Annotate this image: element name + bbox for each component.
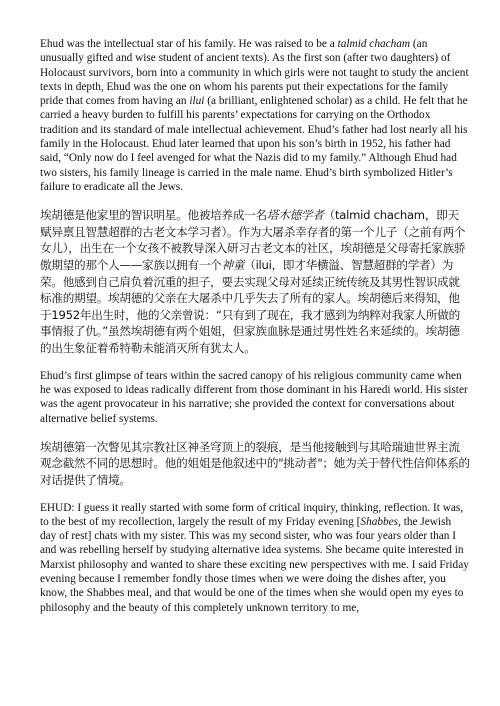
document-page: [40, 37, 470, 628]
paragraph-intro-zh: [40, 207, 470, 356]
text-run: the Jewish day of rest] chats with my sister. This was my second sister, who was four years older than I and was rebelling herself by studying alternative idea systems. She became quite interested in Marxist philosophy and wanted to share these exciting new perspectives with me. I said Friday evening because I remember fondly those times when we were doing the dishes after, you know, the Shabbes meal, and that would be one of the times when she would open my eyes to philosophy and the beauty of this completely unknown territory to me,: [40, 515, 469, 614]
paragraph-glimpse-zh: [40, 439, 470, 489]
text-run: （talmid chacham，即天赋异禀且智慧超群的古老文本学习者）。作为大屠杀幸存者的第一个儿子（之前有两个女儿），出生在一个女孩不被教导深入研习古老文本的社区，埃胡德是父母寄托家族骄傲期望的那个人——家族以拥有一个: [40, 208, 466, 273]
paragraph-interview-en: [40, 501, 470, 615]
text-run: 埃胡德第一次瞥见其宗教社区神圣穹顶上的裂痕，是当他接触到与其哈瑞迪世界主流观念截然不同的思想时。他的姐姐是他叙述中的"挑动者"；她为关于替代性信仰体系的对话提供了情境。: [40, 439, 470, 487]
italic-term: 塔木德学者: [266, 208, 324, 223]
italic-term: 神童: [221, 258, 245, 273]
text-run: Ehud’s first glimpse of tears within the sacred canopy of his religious community came when he was exposed to ideas radically different from those dominant in his Haredi world. His sister was the agent provocateur in his narrative; she provided the context for conversations about alternative belief systems.: [40, 369, 468, 425]
text-run: 埃胡德是他家里的智识明星。他被培养成一名: [40, 208, 267, 223]
italic-term: ilui: [189, 95, 205, 108]
text-run: （ilui，即才华横溢、智慧超群的学者）为荣。他感到自己肩负着沉重的担子，要去实现父母对延续正统传统及其男性智识成就标准的期望。埃胡德的父亲在大屠杀中几乎失去了所有的家人。埃胡德后来得知，他于1952年出生时，他的父亲曾说：“只有到了现在，我才感到为纳粹对我家人所做的事情报了仇。”虽然埃胡德有两个姐姐，但家族血脉是通过男性姓名来延续的。埃胡德的出生象征着希特勒未能消灭所有犹太人。: [40, 258, 460, 356]
paragraph-intro-en: [40, 37, 470, 194]
text-run: EHUD: I guess it really started with some form of critical inquiry, thinking, reflection. It was, to the best of my recollection, largely the result of my Friday evening [: [40, 501, 464, 528]
text-run: Ehud was the intellectual star of his family. He was raised to be a: [40, 38, 338, 50]
italic-term: Shabbes,: [360, 515, 401, 528]
italic-term: talmid chacham: [337, 38, 411, 50]
text-run: (an unusually gifted and wise student of ancient texts). As the first son (after two daughters) of Holocaust survivors, born into a community in which girls were not taught to study the ancient texts in depth, Ehud was the one on whom his parents put their expectations for the family pride that comes from having an: [40, 38, 469, 108]
paragraph-glimpse-en: [40, 369, 470, 426]
text-run: (a brilliant, enlightened scholar) as a child. He felt that he carried a heavy burden to fulfill his parents’ expectations for carrying on the Orthodox tradition and its standard of male intellectual achievement. Ehud’s father had lost nearly all his family in the Holocaust. Ehud later learned that upon his son’s birth in 1952, his father had said, “Only now do I feel avenged for what the Nazis did to my family.” Although Ehud had two sisters, his family lineage is carried in the male name. Ehud’s birth symbolized Hitler’s failure to eradicate all the Jews.: [40, 95, 468, 193]
